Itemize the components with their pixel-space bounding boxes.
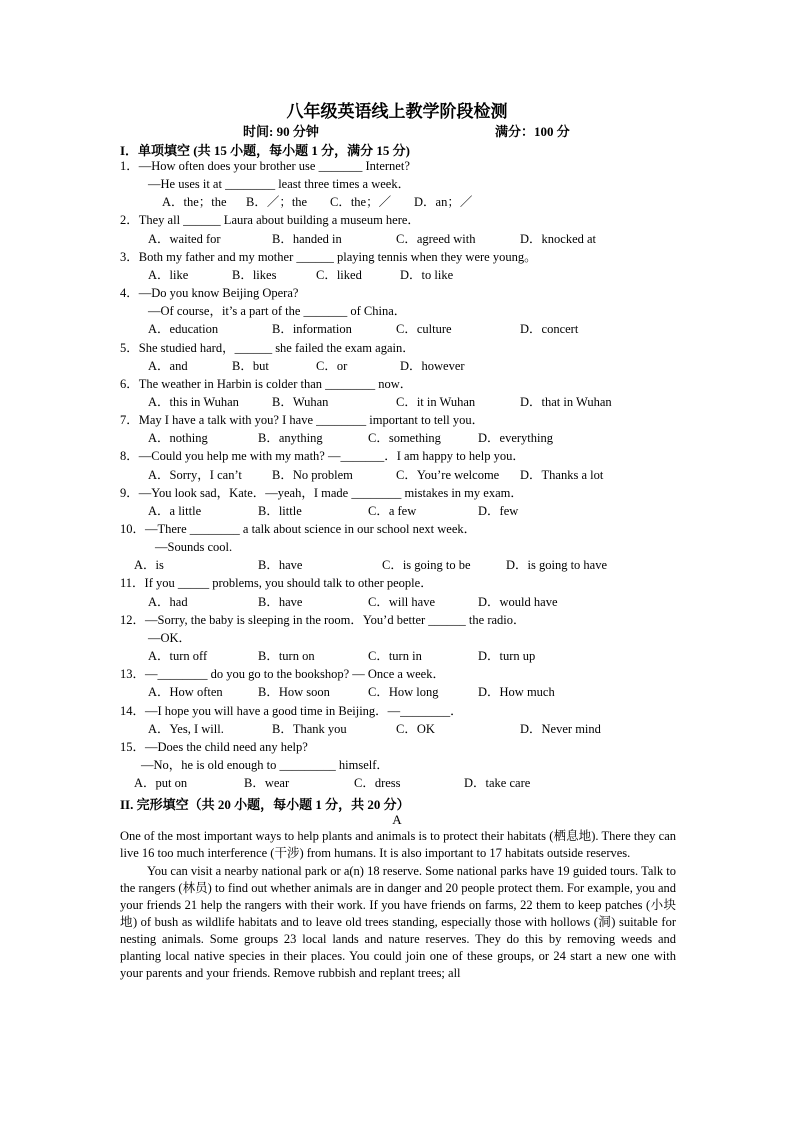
answer-option: C．is going to be xyxy=(382,558,471,572)
question-line: 4．—Do you know Beijing Opera? xyxy=(120,286,299,300)
option-row xyxy=(148,721,601,737)
question-line: 2．They all ______ Laura about building a museum here． xyxy=(120,213,420,227)
answer-option: A．education xyxy=(148,322,219,336)
answer-option: C．a few xyxy=(368,504,417,518)
time-info: 时间: 90 分钟 xyxy=(243,124,319,139)
question-line: 10．—There ________ a talk about science in our school next week． xyxy=(120,522,477,536)
answer-option: A．Yes, I will. xyxy=(148,722,224,736)
answer-option: B．have xyxy=(258,558,303,572)
question-line: —No，he is old enough to _________ himself． xyxy=(141,758,389,772)
answer-option: A．had xyxy=(148,595,188,609)
option-row xyxy=(148,503,518,519)
question-line: 1．—How often does your brother use _______ Internet? xyxy=(120,159,410,173)
answer-option: A．nothing xyxy=(148,431,208,445)
cloze-passage xyxy=(120,828,676,982)
answer-option: B．／；the xyxy=(246,195,308,209)
answer-option: A．waited for xyxy=(148,232,221,246)
answer-option: D．is going to have xyxy=(506,558,608,572)
passage-paragraph-2: You can visit a nearby national park or a(n) 18 reserve. Some national parks have 19 guided tours. Talk to the rangers (林员) to find out whether animals are in danger and 20 people protect them. For example, you and your friends 21 help the rangers with their work. If you have friends on farms, 22 them to keep patches (小块地) of bush as wildlife habitats and to leave old trees standing, especially those with hollows (洞) suitable for nesting animals. Some groups 23 local lands and nature reserves. They do this by removing weeds and planting local native species in their places. You could join one of these groups, or 24 start a new one with your parents and your friends. Remove rubbish and replant trees; all xyxy=(120,864,676,980)
question-line: 12．—Sorry, the baby is sleeping in the room．You’d better ______ the radio． xyxy=(120,613,526,627)
question-line: 14．—I hope you will have a good time in Beijing．—________． xyxy=(120,704,463,718)
answer-option: B．wear xyxy=(244,776,290,790)
answer-option: D．Never mind xyxy=(520,722,601,736)
answer-option: D．take care xyxy=(464,776,531,790)
answer-option: C．How long xyxy=(368,685,439,699)
answer-option: C．will have xyxy=(368,595,436,609)
passage-label: A xyxy=(392,812,402,827)
answer-option: C．something xyxy=(368,431,441,445)
passage-paragraph-1: One of the most important ways to help plants and animals is to protect their habitats (栖息地). There they can live 16 too much interference (干涉) from humans. It is also important to 17 habitats outside reserves. xyxy=(120,829,676,860)
answer-option: A．a little xyxy=(148,504,202,518)
answer-option: B．Thank you xyxy=(272,722,347,736)
answer-option: B．information xyxy=(272,322,352,336)
question-line: 7．May I have a talk with you? I have ________ important to tell you． xyxy=(120,413,485,427)
answer-option: A．turn off xyxy=(148,649,208,663)
answer-option: C．or xyxy=(316,359,348,373)
option-row xyxy=(148,684,555,700)
answer-option: C．the；／ xyxy=(330,195,392,209)
option-row xyxy=(148,430,553,446)
option-row xyxy=(162,194,472,210)
question-line: 15．—Does the child need any help? xyxy=(120,740,308,754)
answer-option: B．likes xyxy=(232,268,277,282)
option-row xyxy=(148,231,596,247)
answer-option: B．Wuhan xyxy=(272,395,329,409)
option-row xyxy=(148,467,603,483)
option-row xyxy=(148,267,453,283)
option-row xyxy=(148,394,612,410)
answer-option: D．to like xyxy=(400,268,454,282)
answer-option: C．dress xyxy=(354,776,401,790)
question-line: —He uses it at ________ least three times a week． xyxy=(148,177,411,191)
answer-option: D．however xyxy=(400,359,465,373)
question-line: 5．She studied hard，______ she failed the exam again． xyxy=(120,341,415,355)
answer-option: D．an；／ xyxy=(414,195,473,209)
question-line: 3．Both my father and my mother ______ playing tennis when they were young。 xyxy=(120,250,537,264)
answer-option: C．liked xyxy=(316,268,362,282)
answer-option: D．turn up xyxy=(478,649,536,663)
answer-option: A．is xyxy=(134,558,164,572)
question-line: —OK． xyxy=(148,631,192,645)
answer-option: B．have xyxy=(258,595,303,609)
answer-option: D．knocked at xyxy=(520,232,597,246)
question-line: 9．—You look sad，Kate．—yeah，I made ________ mistakes in my exam． xyxy=(120,486,523,500)
option-row xyxy=(148,594,558,610)
question-line: 8．—Could you help me with my math? —_______．I am happy to help you． xyxy=(120,449,525,463)
score-info: 满分：100 分 xyxy=(495,124,570,139)
option-row xyxy=(148,358,465,374)
question-line: 6．The weather in Harbin is colder than ________ now． xyxy=(120,377,413,391)
question-line: 13．—________ do you go to the bookshop? — Once a week． xyxy=(120,667,445,681)
answer-option: D．that in Wuhan xyxy=(520,395,612,409)
answer-option: B．little xyxy=(258,504,302,518)
option-row xyxy=(148,321,578,337)
answer-option: B．handed in xyxy=(272,232,342,246)
option-row xyxy=(148,648,535,664)
answer-option: C．it in Wuhan xyxy=(396,395,476,409)
answer-option: C．OK xyxy=(396,722,435,736)
answer-option: C．turn in xyxy=(368,649,422,663)
answer-option: A．and xyxy=(148,359,188,373)
answer-option: C．You’re welcome xyxy=(396,468,500,482)
answer-option: C．culture xyxy=(396,322,452,336)
answer-option: A．the；the xyxy=(162,195,227,209)
answer-option: A．put on xyxy=(134,776,188,790)
answer-option: A．Sorry，I can’t xyxy=(148,468,242,482)
section-2-heading: II. 完形填空（共 20 小题，每小题 1 分，共 20 分） xyxy=(120,797,410,812)
answer-option: A．this in Wuhan xyxy=(148,395,239,409)
option-row xyxy=(134,557,607,573)
question-line: 11．If you _____ problems, you should talk to other people． xyxy=(120,576,433,590)
question-line: —Sounds cool. xyxy=(155,540,233,554)
answer-option: A．How often xyxy=(148,685,223,699)
answer-option: D．How much xyxy=(478,685,555,699)
answer-option: D．would have xyxy=(478,595,558,609)
answer-option: B．anything xyxy=(258,431,323,445)
answer-option: D．few xyxy=(478,504,519,518)
question-line: —Of course，it’s a part of the _______ of China． xyxy=(148,304,407,318)
answer-option: C．agreed with xyxy=(396,232,476,246)
answer-option: B．but xyxy=(232,359,269,373)
answer-option: D．everything xyxy=(478,431,553,445)
exam-title: 八年级英语线上教学阶段检测 xyxy=(286,102,508,121)
answer-option: D．concert xyxy=(520,322,579,336)
answer-option: A．like xyxy=(148,268,189,282)
answer-option: B．How soon xyxy=(258,685,330,699)
section-1-heading: I．单项填空 (共 15 小题，每小题 1 分，满分 15 分) xyxy=(120,143,410,158)
option-row xyxy=(134,775,530,791)
answer-option: B．turn on xyxy=(258,649,315,663)
answer-option: B．No problem xyxy=(272,468,353,482)
answer-option: D．Thanks a lot xyxy=(520,468,604,482)
